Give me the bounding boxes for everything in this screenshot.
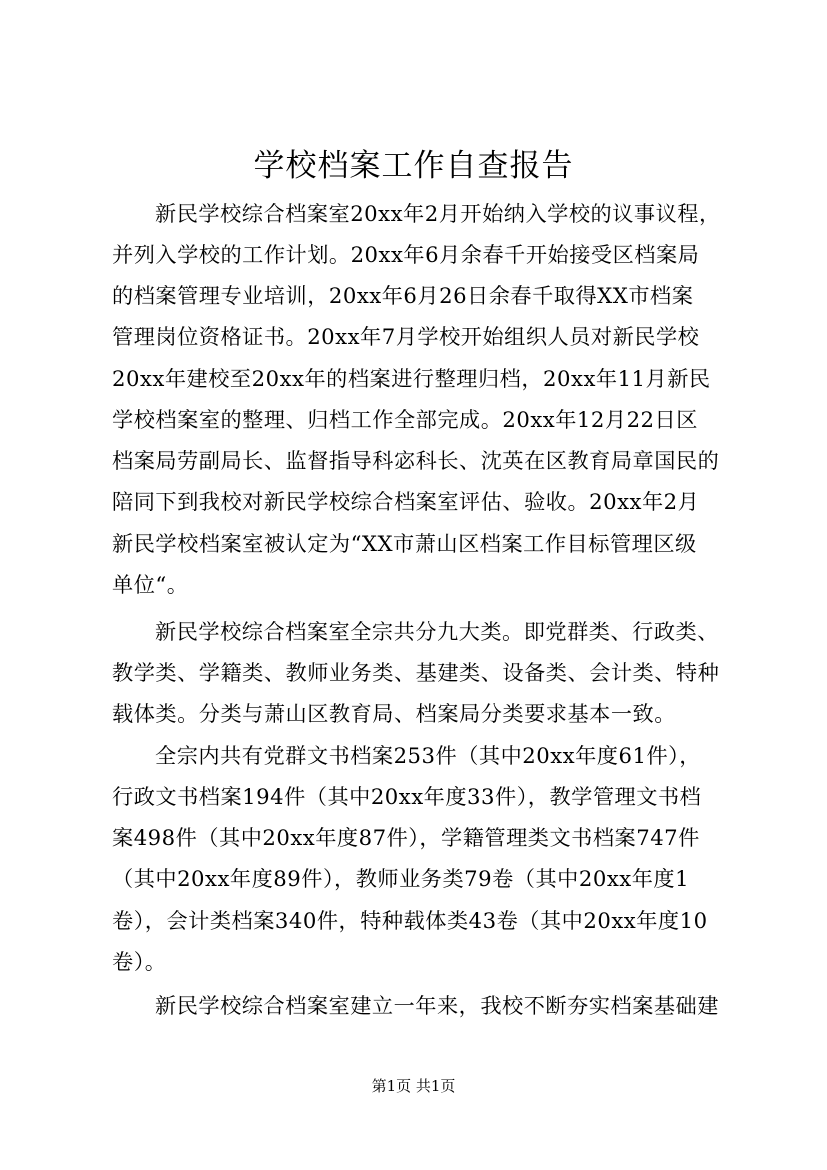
paragraph-2-line-1: 新民学校综合档案室全宗共分九大类。即党群类、行政类、: [155, 619, 719, 644]
paragraph-1-line-3: 的档案管理专业培训，20xx年6月26日余春千取得XX市档案: [112, 283, 694, 308]
paragraph-3-line-6: 卷）。: [112, 949, 167, 974]
document-title: 学校档案工作自查报告: [253, 148, 574, 184]
paragraph-1-line-1: 新民学校综合档案室20xx年2月开始纳入学校的议事议程，: [155, 201, 721, 226]
paragraph-1-line-5: 20xx年建校至20xx年的档案进行整理归档，20xx年11月新民: [112, 366, 711, 391]
paragraph-4-line-1: 新民学校综合档案室建立一年来，我校不断夯实档案基础建: [155, 993, 719, 1018]
paragraph-2-line-2: 教学类、学籍类、教师业务类、基建类、设备类、会计类、特种: [112, 660, 720, 685]
paragraph-3-line-2: 行政文书档案194件（其中20xx年度33件），教学管理文书档: [112, 784, 702, 809]
paragraph-2-line-3: 载体类。分类与萧山区教育局、档案局分类要求基本一致。: [112, 701, 676, 726]
paragraph-1-line-9: 新民学校档案室被认定为“XX市萧山区档案工作目标管理区级: [112, 531, 697, 556]
paragraph-1-line-4: 管理岗位资格证书。20xx年7月学校开始组织人员对新民学校: [112, 324, 700, 349]
paragraph-3-line-5: 卷），会计类档案340件，特种载体类43卷（其中20xx年度10: [112, 908, 708, 933]
paragraph-1-line-6: 学校档案室的整理、归档工作全部完成。20xx年12月22日区: [112, 407, 698, 432]
paragraph-1-line-7: 档案局劳副局长、监督指导科宓科长、沈英在区教育局章国民的: [112, 448, 720, 473]
paragraph-1-line-10: 单位“。: [112, 572, 189, 597]
paragraph-3-line-1: 全宗内共有党群文书档案253件（其中20xx年度61件），: [155, 743, 701, 768]
paragraph-1-line-8: 陪同下到我校对新民学校综合档案室评估、验收。20xx年2月: [112, 489, 700, 514]
paragraph-3-line-4: （其中20xx年度89件），教师业务类79卷（其中20xx年度1: [112, 866, 690, 891]
paragraph-1-line-2: 并列入学校的工作计划。20xx年6月余春千开始接受区档案局: [112, 242, 700, 267]
paragraph-3-line-3: 案498件（其中20xx年度87件），学籍管理类文书档案747件: [112, 825, 700, 850]
page-footer: 第1页 共1页: [371, 1077, 456, 1095]
